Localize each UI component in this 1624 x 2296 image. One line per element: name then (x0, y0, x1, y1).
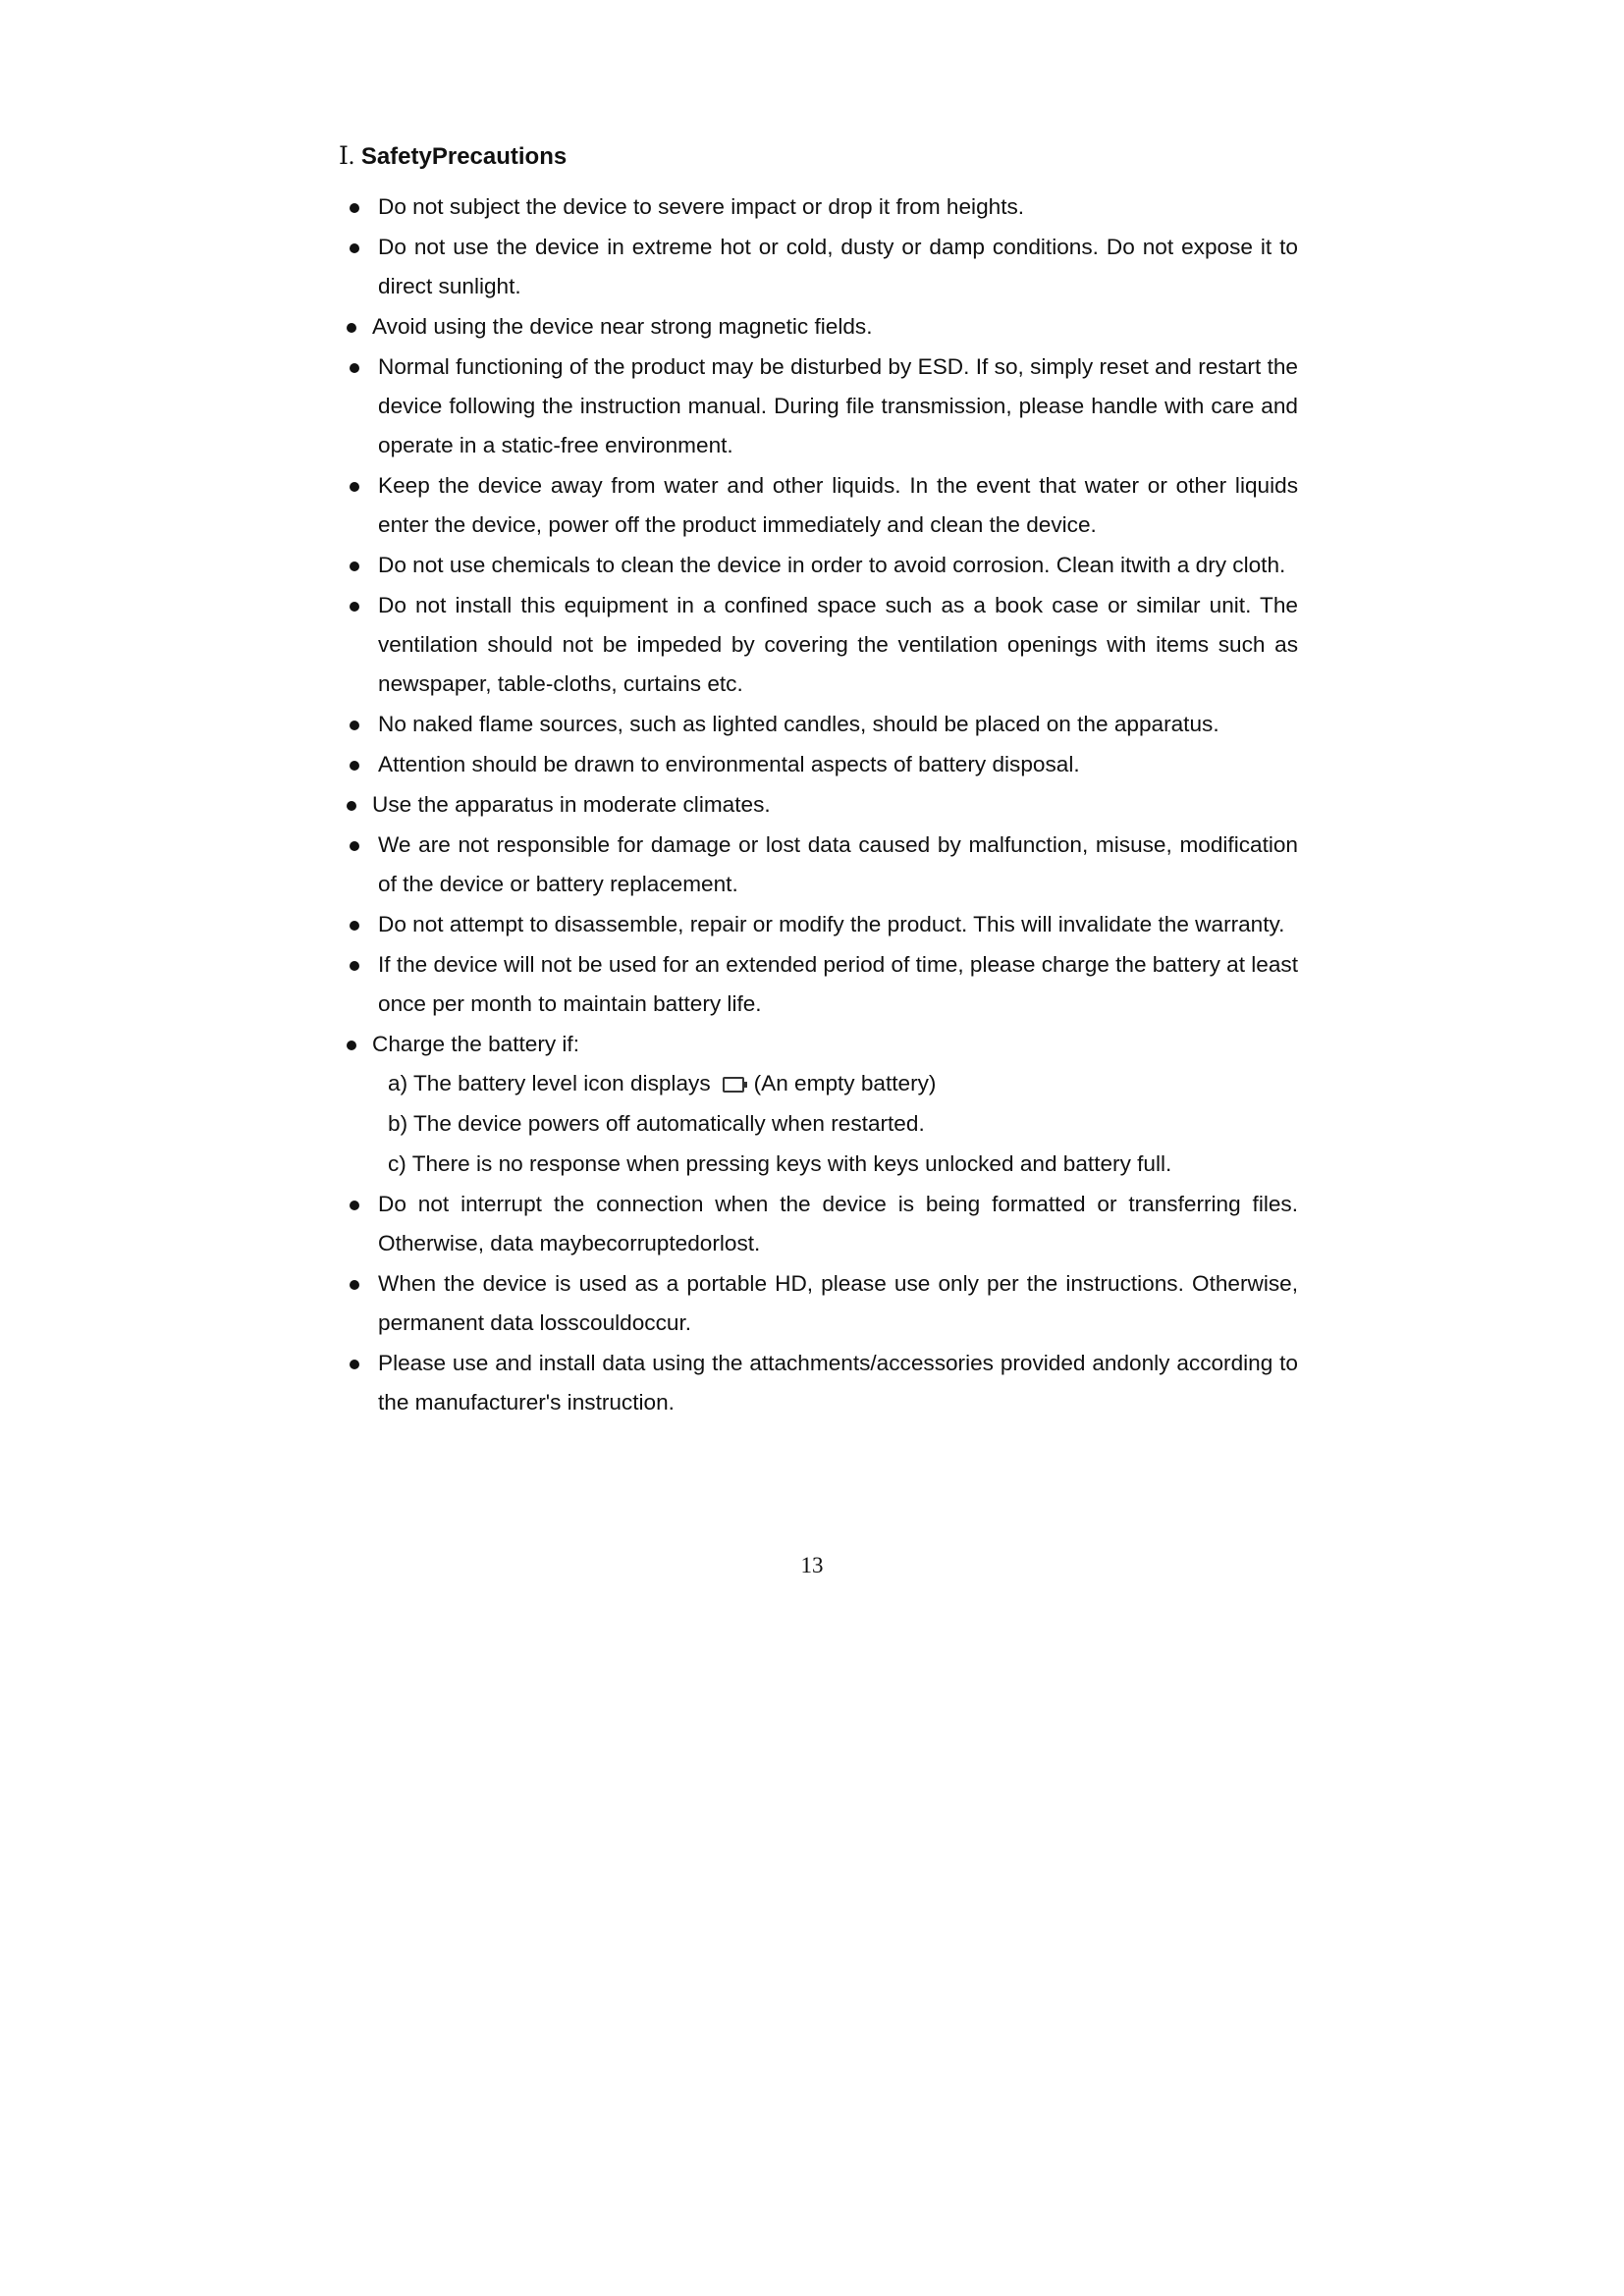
list-item: Do not install this equipment in a confined space such as a book case or similar unit. The ventilation should not be impeded by covering the ventilation openings with items such as newspaper, table-cloths, curtains etc. (339, 586, 1298, 704)
charge-condition-c: c) There is no response when pressing keys with keys unlocked and battery full. (388, 1151, 1172, 1176)
list-item: No naked flame sources, such as lighted candles, should be placed on the apparatus. (339, 705, 1298, 744)
bullet-icon (350, 721, 359, 730)
list-item: Normal functioning of the product may be disturbed by ESD. If so, simply reset and restart the device following the instruction manual. During file transmission, please handle with care and operate in a static-free environment. (339, 347, 1298, 465)
page-number: 13 (800, 1553, 824, 1577)
charge-condition-b: b) The device powers off automatically when restarted. (388, 1111, 925, 1136)
section-number: Ⅰ. (339, 143, 355, 170)
bullet-icon (350, 243, 359, 253)
list-item: Charge the battery if: a) The battery level icon displays (An empty battery) b) The device powers off automatically when restarted. c) There is no response when pressing keys with keys unlocked and battery full. (339, 1025, 1298, 1184)
list-item: Do not use chemicals to clean the device in order to avoid corrosion. Clean itwith a dry cloth. (339, 546, 1298, 585)
list-item: Do not attempt to disassemble, repair or modify the product. This will invalidate the warranty. (339, 905, 1298, 944)
list-item: Do not subject the device to severe impact or drop it from heights. (339, 187, 1298, 227)
bullet-icon (350, 602, 359, 612)
list-item: We are not responsible for damage or lost data caused by malfunction, misuse, modification of the device or battery replacement. (339, 826, 1298, 904)
section-title: SafetyPrecautions (360, 143, 568, 170)
bullet-icon (350, 203, 359, 213)
list-item: Keep the device away from water and other liquids. In the event that water or other liquids enter the device, power off the product immediately and clean the device. (339, 466, 1298, 545)
list-item: When the device is used as a portable HD, please use only per the instructions. Otherwise, permanent data losscouldoccur. (339, 1264, 1298, 1343)
charge-conditions (372, 1064, 1298, 1184)
list-item: Please use and install data using the attachments/accessories provided andonly according to the manufacturer's instruction. (339, 1344, 1298, 1422)
precautions-list (339, 187, 1298, 1423)
bullet-icon (347, 323, 356, 333)
list-item: Use the apparatus in moderate climates. (339, 785, 1298, 825)
bullet-icon (350, 482, 359, 492)
bullet-icon (350, 561, 359, 571)
bullet-icon (350, 841, 359, 851)
bullet-icon (350, 1280, 359, 1290)
section-heading (339, 141, 567, 173)
bullet-icon (350, 761, 359, 771)
bullet-icon (350, 1201, 359, 1210)
bullet-icon (347, 801, 356, 811)
list-item: If the device will not be used for an extended period of time, please charge the battery at least once per month to maintain battery life. (339, 945, 1298, 1024)
bullet-icon (350, 1360, 359, 1369)
bullet-icon (350, 961, 359, 971)
empty-battery-icon (723, 1077, 744, 1093)
list-item: Do not use the device in extreme hot or cold, dusty or damp conditions. Do not expose it to direct sunlight. (339, 228, 1298, 306)
charge-condition-a: a) The battery level icon displays (An empty battery) (388, 1071, 937, 1095)
list-item: Avoid using the device near strong magnetic fields. (339, 307, 1298, 347)
bullet-icon (350, 921, 359, 931)
bullet-icon (347, 1041, 356, 1050)
list-item: Attention should be drawn to environmental aspects of battery disposal. (339, 745, 1298, 784)
list-item: Do not interrupt the connection when the device is being formatted or transferring files. Otherwise, data maybecorruptedorlost. (339, 1185, 1298, 1263)
bullet-icon (350, 363, 359, 373)
